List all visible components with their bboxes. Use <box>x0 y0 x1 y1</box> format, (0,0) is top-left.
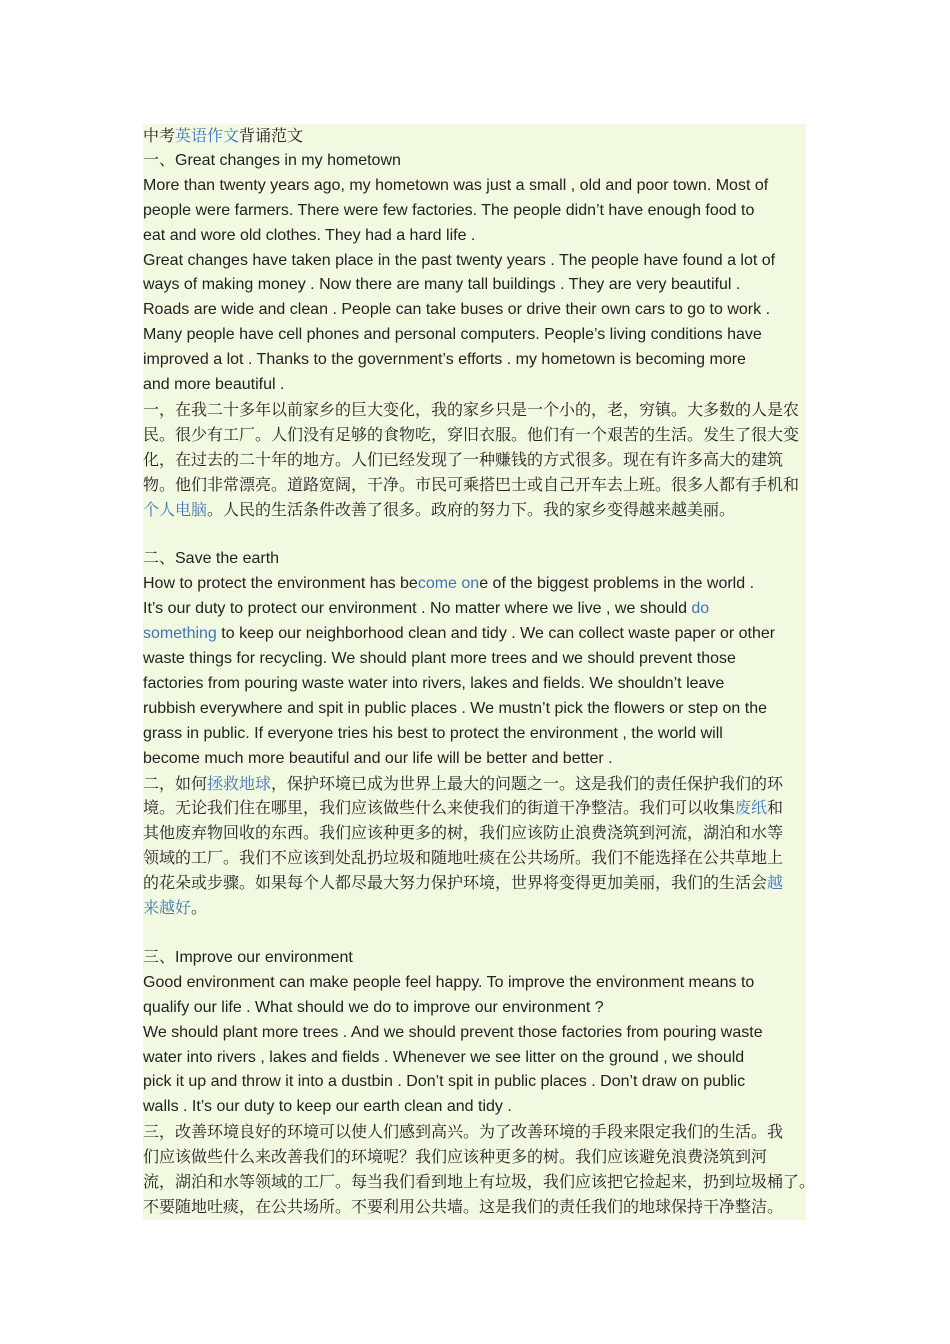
section-1-heading: 一、Great changes in my hometown <box>143 151 401 169</box>
paragraph-line: Roads are wide and clean . People can take buses or drive their own cars to go to work . <box>143 301 771 319</box>
paragraph-line: pick it up and throw it into a dustbin . Don’t spit in public places . Don’t draw on public <box>143 1073 746 1091</box>
translation-line: 们应该做些什么来改善我们的环境呢？我们应该种更多的树。我们应该避免浪费浇筑到河 <box>143 1147 768 1167</box>
paragraph-line: walls . It’s our duty to keep our earth clean and tidy . <box>143 1098 512 1116</box>
document-title: 中考英语作文背诵范文 <box>143 126 304 145</box>
translation-line: 物。他们非常漂亮。道路宽阔，干净。市民可乘搭巴士或自己开车去上班。很多人都有手机和 <box>143 474 800 494</box>
paragraph-line: ways of making money . Now there are many tall buildings . They are very beautiful . <box>143 276 741 294</box>
paragraph-line: Many people have cell phones and personal computers. People’s living conditions have <box>143 326 762 344</box>
paragraph-line: We should plant more trees . And we should prevent those factories from pouring waste <box>143 1023 763 1041</box>
paragraph-line: something to keep our neighborhood clean and tidy . We can collect waste paper or other <box>143 625 776 643</box>
translation-line: 领域的工厂。我们不应该到处乱扔垃圾和随地吐痰在公共场所。我们不能选择在公共草地上 <box>143 848 784 868</box>
paragraph-line: factories from pouring waste water into rivers, lakes and fields. We shouldn’t leave <box>143 674 725 692</box>
paragraph-line: grass in public. If everyone tries his best to protect the environment , the world will <box>143 724 723 742</box>
paragraph-line: waste things for recycling. We should plant more trees and we should prevent those <box>143 650 736 668</box>
paragraph-line: rubbish everywhere and spit in public places . We mustn’t pick the flowers or step on the <box>143 699 768 717</box>
paragraph-line: More than twenty years ago, my hometown was just a small , old and poor town. Most of <box>143 176 769 194</box>
translation-line: 境。无论我们住在哪里，我们应该做些什么来使我们的街道干净整洁。我们可以收集废纸和 <box>143 798 784 818</box>
paragraph-line: improved a lot . Thanks to the government’s efforts . my hometown is becoming more <box>143 351 746 369</box>
link-do-something[interactable]: something <box>143 625 217 643</box>
paragraph-line: qualify our life . What should we do to improve our environment ? <box>143 998 604 1016</box>
link-better-and-better[interactable]: 越 <box>767 873 784 893</box>
document-body <box>143 124 816 1220</box>
paragraph-line: How to protect the environment has become one of the biggest problems in the world . <box>143 575 755 593</box>
translation-line: 一，在我二十多年以前家乡的巨大变化，我的家乡只是一个小的，老，穷镇。大多数的人是农 <box>143 399 800 419</box>
section-2-heading: 二、Save the earth <box>143 550 280 568</box>
section-3-heading: 三、Improve our environment <box>143 948 353 966</box>
link-do-something[interactable]: do <box>691 600 710 618</box>
link-come-on[interactable]: come on <box>417 575 480 593</box>
link-english-composition[interactable]: 英语作文 <box>175 126 240 145</box>
paragraph-line: people were farmers. There were few factories. The people didn’t have enough food to <box>143 201 755 219</box>
paragraph-line: become much more beautiful and our life will be better and better . <box>143 749 613 767</box>
translation-line: 不要随地吐痰，在公共场所。不要利用公共墙。这是我们的责任我们的地球保持干净整洁。 <box>143 1196 784 1216</box>
translation-line: 二，如何拯救地球，保护环境已成为世界上最大的问题之一。这是我们的责任保护我们的环 <box>143 773 784 793</box>
link-personal-computer[interactable]: 个人电脑 <box>143 499 208 519</box>
blank-line <box>143 921 806 946</box>
paragraph-line: Good environment can make people feel happy. To improve the environment means to <box>143 973 755 991</box>
translation-line: 三，改善环境良好的环境可以使人们感到高兴。为了改善环境的手段来限定我们的生活。我 <box>143 1122 784 1142</box>
translation-line: 来越好。 <box>143 898 208 918</box>
translation-line: 个人电脑。人民的生活条件改善了很多。政府的努力下。我的家乡变得越来越美丽。 <box>143 499 736 519</box>
paragraph-line: It’s our duty to protect our environment . No matter where we live , we should do <box>143 600 710 618</box>
blank-line <box>143 523 806 548</box>
link-better-and-better[interactable]: 来越好 <box>143 898 192 918</box>
paragraph-line: eat and wore old clothes. They had a hard life . <box>143 226 476 244</box>
translation-line: 民。很少有工厂。人们没有足够的食物吃，穿旧衣服。他们有一个艰苦的生活。发生了很大变 <box>143 424 800 444</box>
link-save-the-earth[interactable]: 拯救地球 <box>207 773 272 793</box>
translation-line: 的花朵或步骤。如果每个人都尽最大努力保护环境，世界将变得更加美丽，我们的生活会越 <box>143 873 784 893</box>
translation-line: 其他废弃物回收的东西。我们应该种更多的树，我们应该防止浪费浇筑到河流，湖泊和水等 <box>143 823 784 843</box>
translation-line: 流，湖泊和水等领域的工厂。每当我们看到地上有垃圾，我们应该把它捡起来，扔到垃圾桶了。 <box>143 1172 816 1192</box>
translation-line: 化，在过去的二十年的地方。人们已经发现了一种赚钱的方式很多。现在有许多高大的建筑 <box>143 449 784 469</box>
paragraph-line: Great changes have taken place in the past twenty years . The people have found a lot of <box>143 251 776 269</box>
link-waste-paper[interactable]: 废纸 <box>735 798 768 818</box>
paragraph-line: and more beautiful . <box>143 376 285 394</box>
paragraph-line: water into rivers , lakes and fields . Whenever we see litter on the ground , we should <box>143 1048 745 1066</box>
